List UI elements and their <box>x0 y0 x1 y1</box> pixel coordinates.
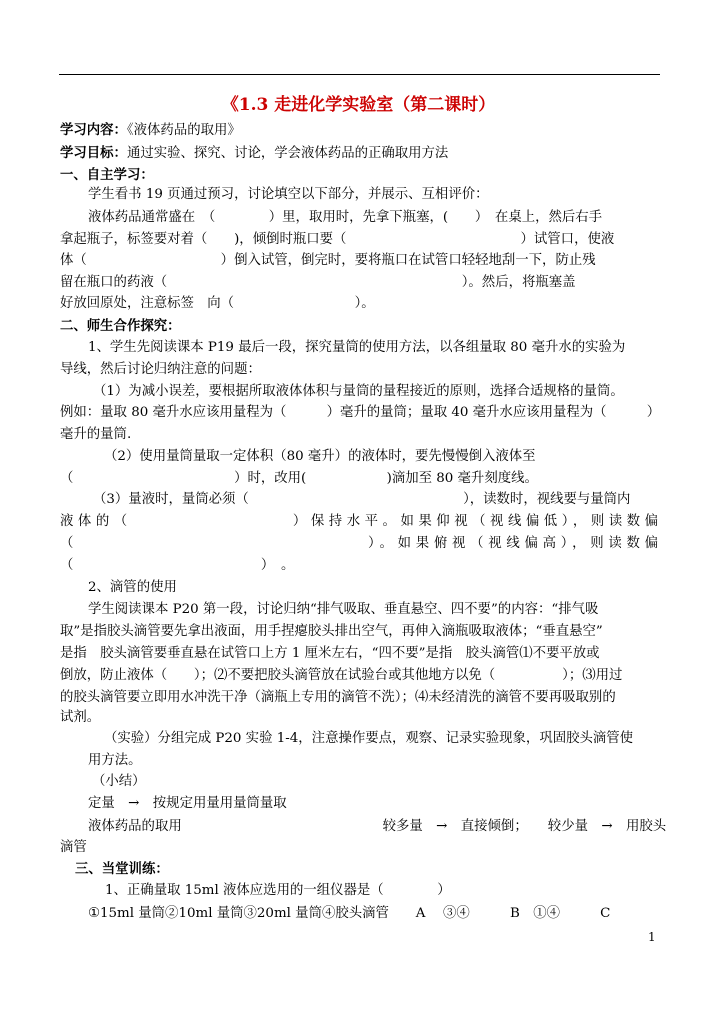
page-title: 《1.3 走进化学实验室（第二课时） <box>221 95 496 115</box>
text-line: 试剂。 <box>60 710 101 725</box>
text-line: 1、正确量取 15ml 液体应选用的一组仪器是（ ） <box>105 883 451 898</box>
text-line: （ ）时，改用( )滴加至 80 毫升刻度线。 <box>60 471 538 486</box>
goal-line <box>60 143 666 164</box>
section-heading: 一、自主学习： <box>60 167 154 183</box>
text-line: 滴管 <box>60 840 87 855</box>
text-line: 拿起瓶子，标签要对着（ )，倾倒时瓶口要（ ）试管口，使液 <box>60 232 615 247</box>
text-line: 是指 胶头滴管要垂直悬在试管口上方 1 厘米左右，“四不要”是指 胶头滴管⑴不要平放或 <box>60 646 600 661</box>
text-line: 用方法。 <box>88 753 142 768</box>
goal-label: 学习目标： <box>60 145 127 161</box>
text-line: 导线，然后讨论归纳注意的问题： <box>60 362 261 377</box>
section-heading: 二、师生合作探究： <box>60 318 181 334</box>
text-line: ①15ml 量筒②10ml 量筒③20ml 量筒④胶头滴管 A ③④ B ①④ C <box>88 906 611 921</box>
text-line: （3）量液时，量筒必须（ ），读数时，视线要与量筒内 <box>93 492 631 507</box>
text-line: 的胶头滴管要立即用水冲洗干净（滴瓶上专用的滴管不洗）；⑷未经清洗的滴管不要再吸取别的 <box>60 690 616 705</box>
text-line: （小结） <box>92 774 146 789</box>
text-line: 液体药品通常盛在 （ ）里，取用时，先拿下瓶塞，( ） 在桌上，然后右手 <box>88 210 603 225</box>
text-line: 定量 → 按规定用量用量筒量取 <box>88 796 287 811</box>
text-line: （1）为减小误差，要根据所取液体体积与量筒的量程接近的原则，选择合适规格的量筒。 <box>93 384 624 399</box>
section-heading: 三、当堂训练： <box>75 861 169 877</box>
text-line: （实验）分组完成 P20 实验 1-4，注意操作要点，观察、记录实验现象，巩固胶头滴管使 <box>104 731 634 746</box>
text-line: （2）使用量筒量取一定体积（80 毫升）的液体时，要先慢慢倒入液体至 <box>104 449 536 464</box>
header-rule <box>59 74 660 75</box>
text-line: 留在瓶口的药液（ ）。然后，将瓶塞盖 <box>60 275 576 290</box>
text-line: 倒放，防止液体（ ）；⑵不要把胶头滴管放在试验台或其他地方以免（ ）；⑶用过 <box>60 668 623 683</box>
content-line <box>60 120 666 141</box>
text-line: 体（ ）倒入试管，倒完时，要将瓶口在试管口轻轻地刮一下，防止残 <box>60 253 596 268</box>
text-line: 液体的（ ）保持水平。如果仰视（视线偏低），则读数偏 <box>60 514 658 529</box>
text-line: 毫升的量筒. <box>60 427 132 442</box>
content-value: 《液体药品的取用》 <box>126 123 241 138</box>
text-line: 2、滴管的使用 <box>88 580 177 595</box>
content-label: 学习内容： <box>60 122 127 138</box>
text-line: 液体药品的取用 较多量 → 直接倾倒； 较少量 → 用胶头 <box>88 819 667 834</box>
goal-value: 通过实验、探究、讨论，学会液体药品的正确取用方法 <box>126 146 449 161</box>
text-line: 取”是指胶头滴管要先拿出液面，用手捏瘪胶头排出空气，再伸入滴瓶吸取液体；“垂直悬空” <box>60 624 603 639</box>
text-line: 例如：量取 80 毫升水应该用量程为（ ）毫升的量筒；量取 40 毫升水应该用量程为（ ） <box>60 405 661 420</box>
text-line: （ ）。如果俯视（视线偏高），则读数偏 <box>60 536 658 551</box>
text-line: （ ） 。 <box>60 558 295 573</box>
text-line: 好放回原处，注意标签 向（ ）。 <box>60 296 375 311</box>
text-line: 1、学生先阅读课本 P19 最后一段，探究量筒的使用方法，以各组量取 80 毫升水的实验为 <box>88 340 626 355</box>
text-line: 学生看书 19 页通过预习，讨论填空以下部分，并展示、互相评价： <box>88 187 489 202</box>
page-number: 1 <box>648 930 656 944</box>
text-line: 学生阅读课本 P20 第一段，讨论归纳“排气吸取、垂直悬空、四不要”的内容：“排气吸 <box>88 602 599 617</box>
